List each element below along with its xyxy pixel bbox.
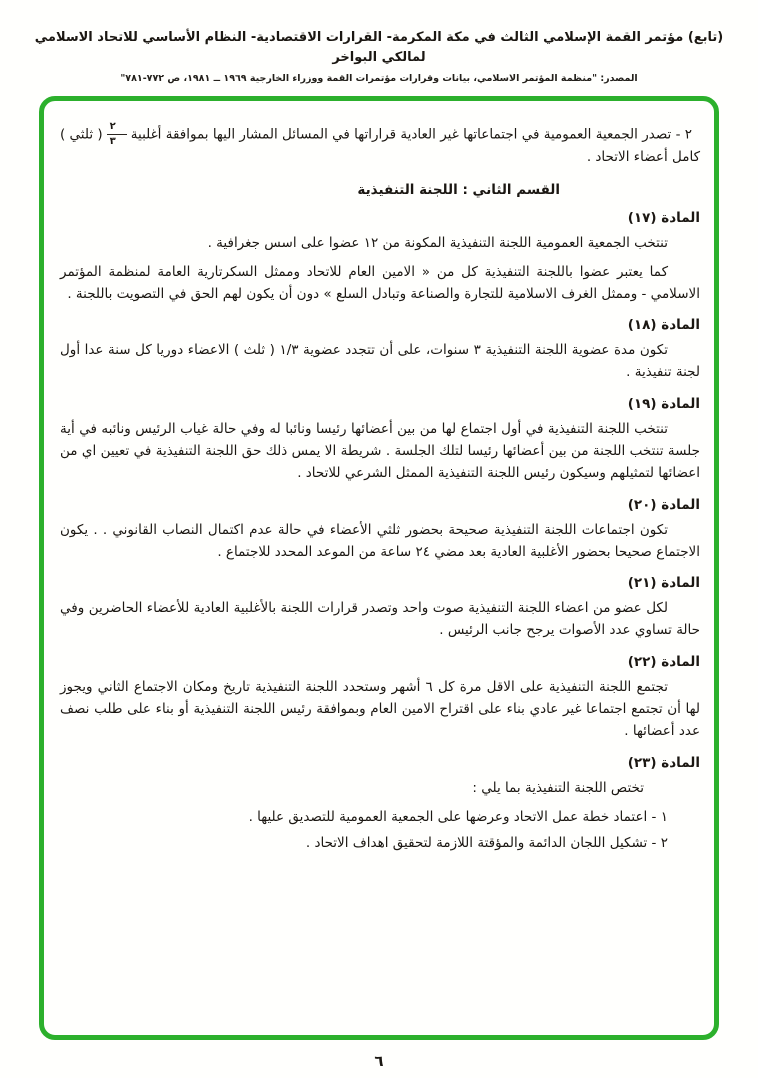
paragraph: تنتخب الجمعية العمومية اللجنة التنفيذية المكونة من ١٢ عضوا على اسس جغرافية .	[207, 234, 668, 251]
document-border	[39, 96, 719, 1040]
article-heading-20: المادة (٢٠)	[627, 496, 700, 513]
article-heading-23: المادة (٢٣)	[627, 754, 700, 771]
article-heading-22: المادة (٢٢)	[627, 654, 700, 671]
clause-tail: ( ثلثي ) كامل أعضاء الاتحاد .	[59, 126, 700, 165]
article-heading-18: المادة (١٨)	[627, 317, 700, 334]
fraction-numerator: ٢	[107, 121, 127, 135]
article-heading-19: المادة (١٩)	[627, 396, 700, 413]
page-header	[0, 28, 758, 84]
page-number: ٦	[374, 1052, 384, 1070]
clause-lead: ٢ - تصدر الجمعية العمومية في اجتماعاتها غير العادية قراراتها في المسائل المشار اليها بموافقة أغلبية	[130, 126, 692, 143]
paragraph: تختص اللجنة التنفيذية بما يلي :	[472, 779, 644, 796]
paragraph: كما يعتبر عضوا باللجنة التنفيذية كل من « الامين العام للاتحاد وممثل السكرتارية العامة لمنظمة المؤتمر الاسلامي - وممثل الغرف الاسلامية للتجارة والصناعة وتبادل السلع » دون أن يكون لهم الحق في التصويت باللجنة .	[60, 263, 700, 302]
fraction-denominator: ٣	[109, 135, 116, 147]
paragraph: تكون مدة عضوية اللجنة التنفيذية ٣ سنوات، على أن تتجدد عضوية ١/٣ ( ثلث ) الاعضاء دوريا كل سنة عدا أول لجنة تنفيذية .	[60, 342, 700, 381]
paragraph: تجتمع اللجنة التنفيذية على الاقل مرة كل ٦ أشهر وستحدد اللجنة التنفيذية تاريخ ومكان الاجتماع الثاني ويجوز لها أن تجتمع اجتماعا غير عادي بناء على اقتراح الامين العام وبموافقة رئيس اللجنة التنفيذية أو بناء على طلب نصف عدد أعضائها .	[60, 679, 700, 739]
document-source: المصدر: "منظمة المؤتمر الاسلامي، بيانات وقرارات مؤتمرات القمة ووزراء الخارجية ١٩٦٩ ــ ١٩٨١، ص ٧٧٢-٧٨١"	[120, 73, 638, 84]
clause-paragraph	[60, 121, 700, 169]
list-item: ١ - اعتماد خطة عمل الاتحاد وعرضها على الجمعية العمومية للتصديق عليها .	[248, 808, 668, 825]
section-heading: القسم الثاني : اللجنة التنفيذية	[357, 181, 560, 198]
article-heading-17: المادة (١٧)	[627, 209, 700, 226]
list-item: ٢ - تشكيل اللجان الدائمة والمؤقتة اللازمة لتحقيق اهداف الاتحاد .	[305, 835, 668, 852]
article-heading-21: المادة (٢١)	[627, 575, 700, 592]
paragraph: لكل عضو من اعضاء اللجنة التنفيذية صوت واحد وتصدر قرارات اللجنة بالأغلبية العادية للأعضاء الحاضرين وفي حالة تساوي عدد الأصوات يرجح جانب الرئيس .	[60, 600, 700, 639]
paragraph: تنتخب اللجنة التنفيذية في أول اجتماع لها من بين أعضائها رئيسا ونائبا له وفي حالة غياب الرئيس ونائبه في أية جلسة تنتخب اللجنة من بين أعضائها رئيسا لتلك الجلسة . شريطة الا يمس ذلك حق اللجنة التنفيذية في تعيين اي من اعضائها لتمثيلهم وسيكون رئيس اللجنة التنفيذية الممثل الشرعي للاتحاد .	[60, 421, 700, 481]
document-title: (تابع) مؤتمر القمة الإسلامي الثالث في مكة المكرمة- القرارات الاقتصادية- النظام الأساسي للاتحاد الاسلامي لمالكي البواخر	[34, 30, 724, 65]
two-thirds-fraction	[107, 121, 127, 147]
paragraph: تكون اجتماعات اللجنة التنفيذية صحيحة بحضور ثلثي الأعضاء في حالة عدم اكتمال النصاب القانوني . . يكون الاجتماع صحيحا بحضور الأغلبية العادية بعد مضي ٢٤ ساعة من الموعد المحدد للاجتماع .	[60, 521, 700, 560]
